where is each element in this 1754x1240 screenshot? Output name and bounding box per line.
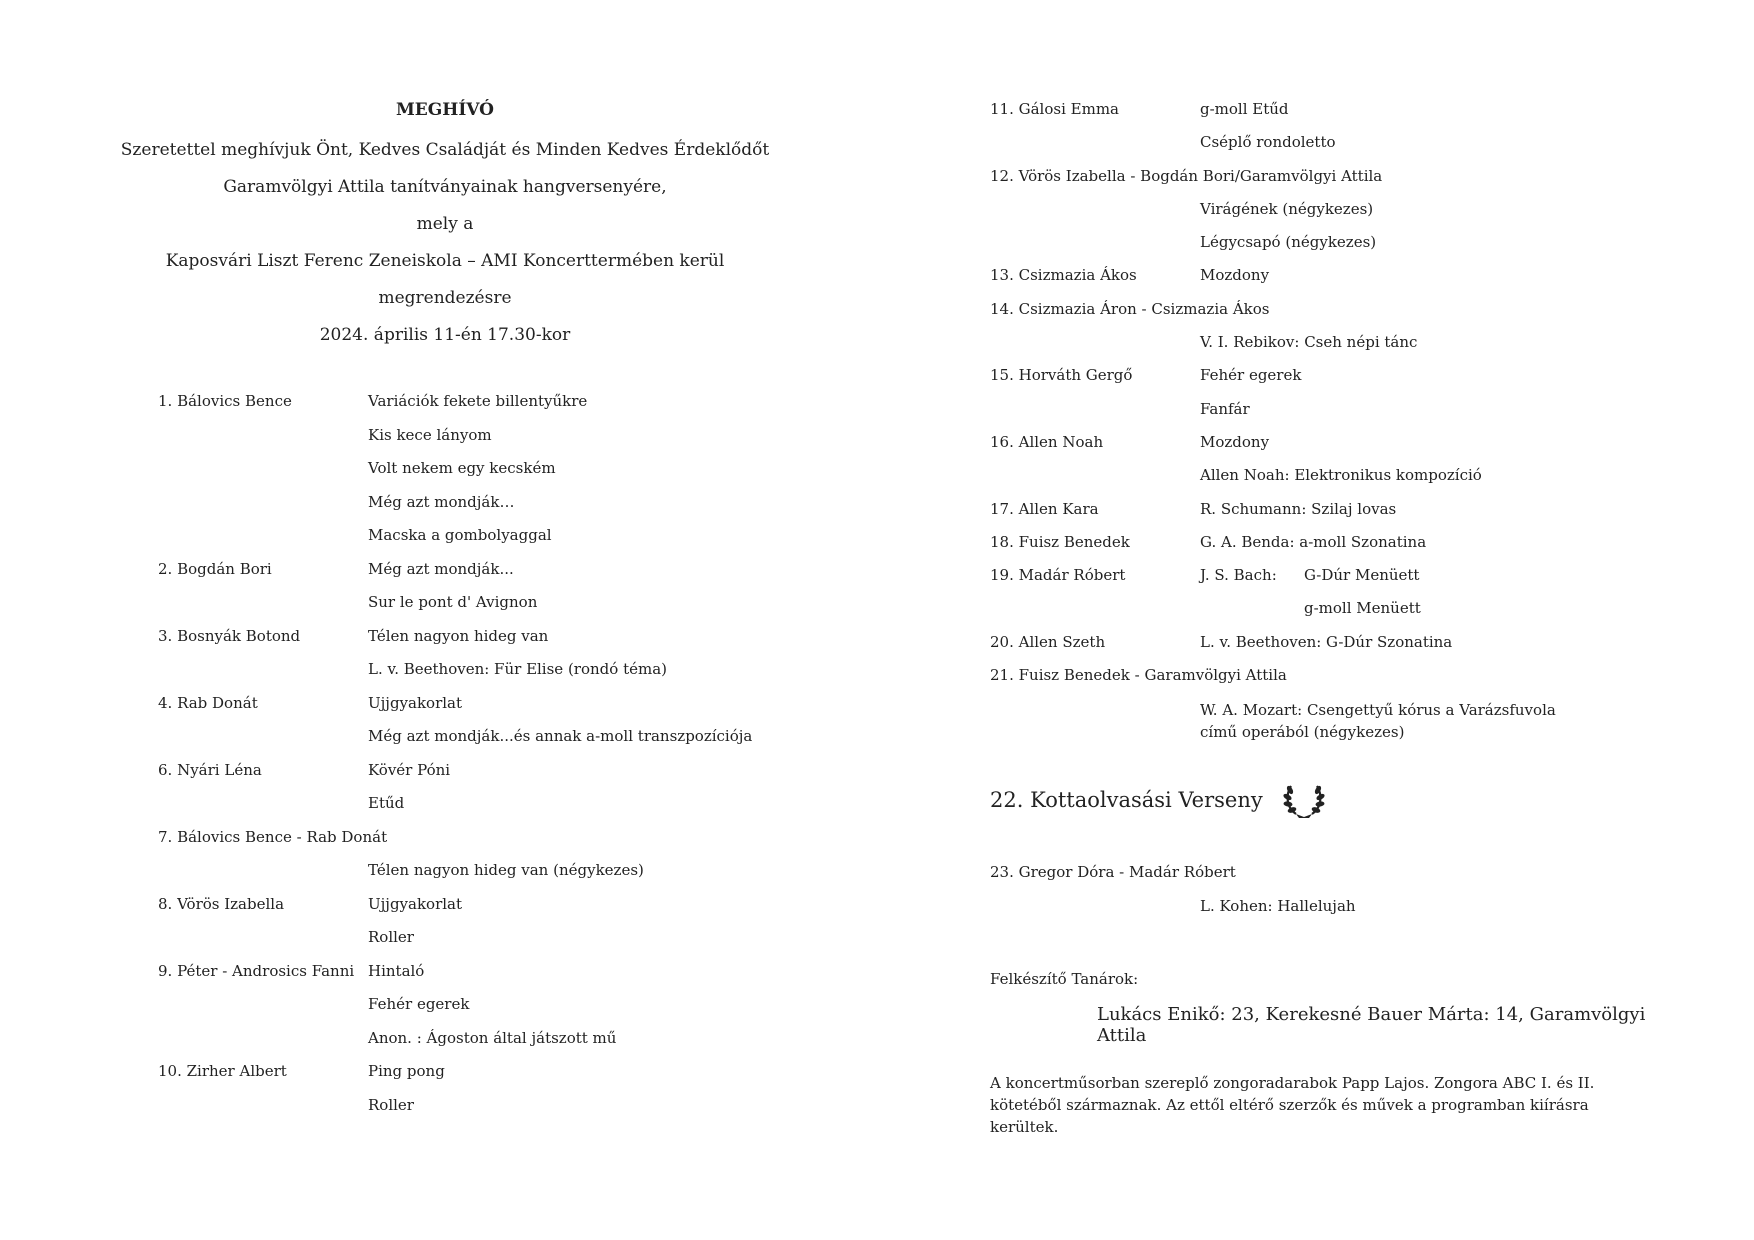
program-row	[990, 167, 1690, 200]
performer-name: 14. Csizmazia Áron - Csizmazia Ákos	[990, 299, 1270, 318]
piece-title: Allen Noah: Elektronikus kompozíció	[1200, 466, 1482, 485]
piece-title	[1200, 566, 1690, 584]
piece-title: Virágének (négykezes)	[1200, 199, 1374, 218]
teachers-list: Lukács Enikő: 23, Kerekesné Bauer Márta: 14, Garamvölgyi Attila	[1097, 1004, 1646, 1046]
program-row	[990, 400, 1690, 433]
program-row	[110, 694, 780, 728]
piece-title: Etűd	[368, 794, 405, 812]
intro-line-1: Szeretettel meghívjuk Önt, Kedves Családját és Minden Kedves Érdeklődőt	[120, 140, 770, 160]
program-row	[990, 133, 1690, 166]
performer-name: 9. Péter - Androsics Fanni	[158, 961, 355, 980]
contest-heading	[990, 775, 1690, 825]
program-row	[110, 1096, 780, 1130]
program-row	[110, 962, 780, 996]
program-row	[110, 560, 780, 594]
performer-name: 13. Csizmazia Ákos	[990, 266, 1137, 285]
program-row	[110, 861, 780, 895]
performer-name: 21. Fuisz Benedek - Garamvölgyi Attila	[990, 666, 1287, 685]
performer-name: 4. Rab Donát	[158, 693, 258, 712]
program-row	[110, 928, 780, 962]
piece-title: Fanfár	[1200, 399, 1250, 418]
intro-line-3: mely a	[416, 214, 474, 234]
program-row	[110, 493, 780, 527]
piece-title: Volt nekem egy kecském	[368, 459, 556, 477]
teachers-section	[990, 970, 1670, 1046]
left-page	[110, 100, 780, 1129]
program-row	[110, 426, 780, 460]
performer-name: 11. Gálosi Emma	[990, 100, 1119, 118]
program-row	[990, 666, 1690, 699]
piece-title: Kövér Póni	[368, 760, 451, 779]
performer-name: 18. Fuisz Benedek	[990, 532, 1130, 551]
program-row	[990, 366, 1690, 399]
piece-title: Fehér egerek	[368, 995, 470, 1013]
performer-name: 12. Vörös Izabella - Bogdán Bori/Garamvölgyi Attila	[990, 166, 1383, 185]
performer-name: 20. Allen Szeth	[990, 632, 1106, 651]
performer-name: 23. Gregor Dóra - Madár Róbert	[990, 863, 1236, 882]
contest-label: 22. Kottaolvasási Verseny	[990, 788, 1263, 813]
piece-title: G. A. Benda: a-moll Szonatina	[1200, 532, 1427, 551]
piece-title: W. A. Mozart: Csengettyű kórus a Varázsfuvola című operából (négykezes)	[1200, 701, 1556, 742]
performer-name: 6. Nyári Léna	[158, 760, 262, 779]
program-row	[110, 627, 780, 661]
piece-title: Fehér egerek	[1200, 366, 1302, 385]
piece-title: g-moll Menüett	[1304, 599, 1421, 618]
intro-line-2: Garamvölgyi Attila tanítványainak hangversenyére,	[223, 177, 667, 197]
program-row	[990, 433, 1690, 466]
piece-title: Anon. : Ágoston által játszott mű	[368, 1028, 617, 1047]
performer-name: 7. Bálovics Bence - Rab Donát	[158, 827, 388, 846]
piece-title: Ping pong	[368, 1062, 445, 1080]
piece-title: Még azt mondják...	[368, 559, 514, 578]
program-row	[990, 533, 1690, 566]
piece-title: Hintaló	[368, 961, 425, 980]
piece-title: Légycsapó (négykezes)	[1200, 233, 1377, 252]
piece-title: L. Kohen: Hallelujah	[1200, 896, 1356, 915]
program-row	[110, 526, 780, 560]
piece-title: L. v. Beethoven: G-Dúr Szonatina	[1200, 632, 1453, 651]
program-row	[990, 300, 1690, 333]
program-row	[990, 100, 1690, 133]
piece-title: L. v. Beethoven: Für Elise (rondó téma)	[368, 660, 667, 678]
piece-title: Cséplő rondoletto	[1200, 133, 1336, 152]
program-row	[110, 828, 780, 862]
performer-name: 2. Bogdán Bori	[158, 559, 272, 578]
program-row	[990, 897, 1690, 930]
program-row	[110, 727, 780, 761]
performer-name: 10. Zirher Albert	[158, 1062, 287, 1080]
piece-title: Ujjgyakorlat	[368, 693, 463, 712]
program-row	[990, 599, 1690, 632]
right-page	[990, 100, 1690, 930]
piece-title: Mozdony	[1200, 432, 1270, 451]
piece-title: Télen nagyon hideg van (négykezes)	[368, 861, 644, 879]
program-list-left	[110, 392, 780, 1129]
piece-title: R. Schumann: Szilaj lovas	[1200, 499, 1397, 518]
performer-name: 16. Allen Noah	[990, 432, 1104, 451]
performer-name: 15. Horváth Gergő	[990, 366, 1133, 385]
laurel-wreath-icon	[1281, 780, 1327, 820]
performer-name: 17. Allen Kara	[990, 499, 1099, 518]
program-row	[110, 761, 780, 795]
footnote: A koncertműsorban szereplő zongoradarabok Papp Lajos. Zongora ABC I. és II. kötetéből származnak. Az ettől eltérő szerzők és művek a programban kiírásra kerültek.	[990, 1074, 1595, 1136]
program-row	[110, 1062, 780, 1096]
piece-title: Kis kece lányom	[368, 425, 492, 444]
piece-title: Variációk fekete billentyűkre	[368, 392, 588, 410]
program-row	[990, 466, 1690, 499]
performer-name: 3. Bosnyák Botond	[158, 626, 301, 645]
piece-title: Mozdony	[1200, 266, 1270, 285]
program-row	[990, 333, 1690, 366]
program-row	[990, 233, 1690, 266]
event-date: 2024. április 11-én 17.30-kor	[319, 325, 571, 345]
program-row	[990, 500, 1690, 533]
program-row	[990, 699, 1690, 747]
program-row	[110, 593, 780, 627]
program-row	[110, 794, 780, 828]
piece-title: Télen nagyon hideg van	[368, 626, 549, 645]
piece-title: g-moll Etűd	[1200, 100, 1289, 118]
program-row	[990, 200, 1690, 233]
piece-title: Macska a gombolyaggal	[368, 526, 552, 544]
program-row	[110, 895, 780, 929]
piece-title: Még azt mondják...és annak a-moll transzpozíciója	[368, 727, 753, 745]
program-row	[110, 1029, 780, 1063]
program-row	[110, 995, 780, 1029]
intro-line-4: Kaposvári Liszt Ferenc Zeneiskola – AMI Koncerttermében kerül megrendezésre	[165, 251, 725, 308]
piece-title: Még azt mondják…	[368, 492, 515, 511]
piece-title: Roller	[368, 928, 414, 946]
program-row	[110, 459, 780, 493]
composer-name: J. S. Bach:	[1200, 566, 1277, 585]
program-row	[990, 566, 1690, 599]
program-row	[110, 392, 780, 426]
page-title: MEGHÍVÓ	[395, 100, 494, 120]
program-list-final	[990, 863, 1690, 930]
program-list-right-2	[990, 633, 1690, 700]
program-row	[110, 660, 780, 694]
performer-name: 1. Bálovics Bence	[158, 392, 292, 410]
piece-title: G-Dúr Menüett	[1304, 566, 1420, 585]
program-row	[990, 266, 1690, 299]
teachers-label: Felkészítő Tanárok:	[990, 970, 1139, 988]
piece-title: V. I. Rebikov: Cseh népi tánc	[1200, 333, 1418, 352]
performer-name: 8. Vörös Izabella	[158, 894, 285, 913]
performer-name: 19. Madár Róbert	[990, 566, 1126, 585]
piece-title: Sur le pont d' Avignon	[368, 593, 538, 611]
program-list-right	[990, 100, 1690, 566]
piece-title: Roller	[368, 1095, 414, 1114]
program-row	[990, 633, 1690, 666]
piece-title: Ujjgyakorlat	[368, 894, 463, 913]
program-row	[990, 863, 1690, 896]
